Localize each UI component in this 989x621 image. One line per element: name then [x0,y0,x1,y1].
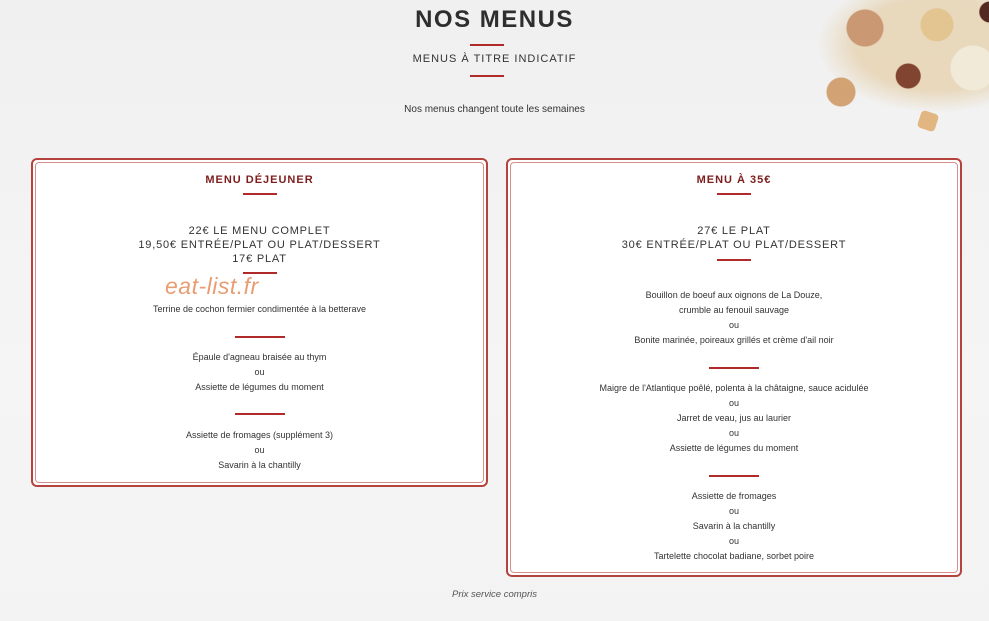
subtitle-divider [470,75,504,77]
page-subtitle: MENUS À TITRE INDICATIF [412,53,577,65]
card-divider [709,367,759,369]
dish-line: Bonite marinée, poireaux grillés et crème d'ail noir [634,335,834,345]
dish-line: ou [728,506,739,516]
footer-note: Prix service compris [452,589,537,600]
title-divider [470,44,504,46]
dish-line: Jarret de veau, jus au laurier [676,413,792,423]
dish-line: Assiette de fromages [691,491,777,501]
watermark-text: eat-list.fr [165,273,259,299]
card-divider [243,193,277,195]
card-divider [709,475,759,477]
dish-line: Assiette de légumes du moment [195,382,324,392]
price-line: 22€ LE MENU COMPLET [188,225,331,237]
card-title: MENU DÉJEUNER [205,174,314,186]
dish-line: Savarin à la chantilly [692,521,776,531]
dish-line: crumble au fenouil sauvage [678,305,790,315]
page-title: NOS MENUS [415,6,574,33]
card-title: MENU À 35€ [696,174,772,186]
price-line: 19,50€ ENTRÉE/PLAT OU PLAT/DESSERT [138,239,381,251]
dish-line: Terrine de cochon fermier condimentée à la betterave [152,304,367,314]
weekly-note: Nos menus changent toute les semaines [404,104,585,115]
menu-dejeuner-card [31,158,488,487]
dish-line: ou [728,428,739,438]
dish-line: ou [254,445,265,455]
dish-line: ou [728,536,739,546]
dish-line: Assiette de fromages (supplément 3) [185,430,334,440]
dish-line: Savarin à la chantilly [218,460,301,470]
dish-line: ou [728,398,739,408]
dish-line: ou [254,367,265,377]
card-divider [717,259,751,261]
dish-line: Assiette de légumes du moment [669,443,799,453]
card-divider [717,193,751,195]
dish-line: Maigre de l'Atlantique poêlé, polenta à la châtaigne, sauce acidulée [599,383,869,393]
price-line: 30€ ENTRÉE/PLAT OU PLAT/DESSERT [621,239,847,251]
price-line: 27€ LE PLAT [697,225,771,237]
dish-line: ou [728,320,739,330]
card-divider [235,336,285,338]
card-divider [235,413,285,415]
dish-line: Épaule d'agneau braisée au thym [192,352,327,362]
dish-line: Bouillon de boeuf aux oignons de La Douze, [645,290,823,300]
price-line: 17€ PLAT [232,253,287,265]
dish-line: Tartelette chocolat badiane, sorbet poire [653,551,815,561]
menu-35-card [506,158,962,577]
